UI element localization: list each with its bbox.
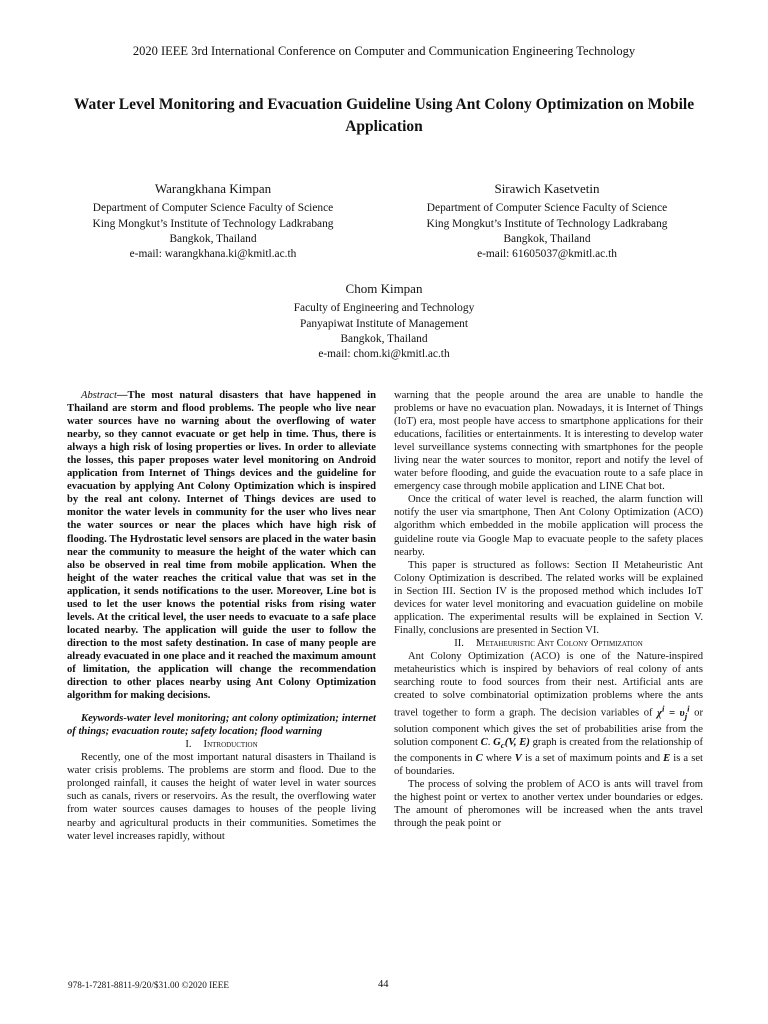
math-subscript: c bbox=[500, 739, 505, 750]
text-run: where bbox=[482, 753, 512, 765]
math-c: C bbox=[480, 736, 488, 748]
section-heading-introduction bbox=[67, 738, 376, 751]
text-run: is a set of maximum points and bbox=[521, 753, 661, 765]
author-location: Bangkok, Thailand bbox=[503, 232, 591, 245]
math-args: (V, E) bbox=[504, 736, 530, 748]
author-email: e-mail: 61605037@kmitl.ac.th bbox=[477, 248, 617, 261]
right-column bbox=[394, 389, 703, 830]
author-location: Bangkok, Thailand bbox=[340, 332, 428, 345]
paragraph-aco bbox=[394, 650, 703, 778]
text-run: or solution component which gives the set of probabilities arise from the solution component bbox=[394, 707, 703, 748]
footer-copyright: 978-1-7281-8811-9/20/$31.00 ©2020 IEEE bbox=[68, 980, 230, 990]
conference-header: 2020 IEEE 3rd International Conference on Computer and Communication Engineering Technology bbox=[132, 44, 636, 58]
author-affiliation: King Mongkut’s Institute of Technology Ladkrabang bbox=[92, 217, 334, 230]
author-block-3 bbox=[230, 281, 538, 362]
paragraph: Once the critical of water level is reached, the alarm function will notify the user via smartphone, Then Ant Colony Optimization (ACO) algorithm which embedded in the mobile application will process the guideline route via Google Map to evacuate people to the safety places nearby. bbox=[394, 494, 703, 558]
paragraph: Recently, one of the most important natural disasters in Thailand is water crisis problems. The problems are storm and flood. Due to the prolonged rainfall, it causes the height of water level in water sources such as canals, rivers or reservoirs. As the result, the overflowing water from water sources causes damages to houses of the people living nearby and agricultural products in their communities. Sometimes the water level increases rapidly, without bbox=[67, 752, 376, 842]
math-c: C bbox=[475, 753, 483, 765]
text-run: graph is created from the relationship of the components in bbox=[394, 736, 703, 765]
paragraph: warning that the people around the area are unable to handle the problems or have no evacuation plan. Nowadays, it is Internet of Things (IoT) era, most people have access to smartphone applications for their educations, facilities or entertainments. It is interesting to develop water level surveillance systems connecting with smartphones for the people living near the water sources to monitor, report and notify the level of water before flooding, and guide the evacuation route to a safe place in emergency case through mobile application and LINE Chat bot. bbox=[394, 390, 703, 493]
author-location: Bangkok, Thailand bbox=[169, 232, 257, 245]
author-affiliation: Department of Computer Science Faculty of Science bbox=[426, 202, 668, 215]
math-v: V bbox=[514, 753, 522, 765]
author-affiliation: Department of Computer Science Faculty of Science bbox=[92, 202, 334, 215]
author-affiliation: Faculty of Engineering and Technology bbox=[293, 302, 475, 315]
section-title: Metaheuristic Ant Colony Optimization bbox=[475, 637, 643, 649]
author-name: Warangkhana Kimpan bbox=[154, 181, 272, 196]
author-block-1 bbox=[58, 181, 368, 262]
paper-title: Water Level Monitoring and Evacuation Guideline Using Ant Colony Optimization on Mobile Application bbox=[73, 96, 695, 135]
abstract-text: The most natural disasters that have happened in Thailand are storm and flood problems. The people who live near water sources have no warning about the overflowing of water nearby, so they cannot evacuate or get help in time. Thus, there is always a high risk of losing properties or lives. In order to alleviate the losses, this paper proposes water level monitoring on Android application from Internet of Things devices and the guideline for evacuation by applying Ant Colony Optimization which is inspired by the real ant colony. Internet of Things devices are used to monitor the water levels in community for the user who lives near the water sources or near the places which have high risk of flooding. The Hydrostatic level sensors are placed in the water basin near the community to measure the height of the water which can also be observed in real time from mobile application. When the height of the water reaches the critical value that was set in the application, it sends notifications to the user. Moreover, Line bot is used to let the user knows the potential risks from rising water levels. At the critical level, the user needs to evacuate to a safe place located nearby. The application will guide the user to follow the direction to the most safety destination. In case of many people are already evacuated in one place and it reached the maximum amount of limitation, the application will change the recommendation direction to other places nearby using Ant Colony Optimization algorithm for making decisions. bbox=[67, 390, 376, 702]
math-symbol: χ bbox=[657, 707, 662, 719]
author-email: e-mail: warangkhana.ki@kmitl.ac.th bbox=[129, 248, 297, 261]
math-superscript: i bbox=[687, 703, 690, 714]
section-number: II. bbox=[454, 637, 464, 649]
abstract-dash: — bbox=[116, 390, 128, 401]
abstract-label: Abstract bbox=[81, 390, 117, 401]
keywords: Keywords-water level monitoring; ant colony optimization; internet of things; evacuation route; safety location; flood warning bbox=[67, 713, 376, 738]
text-run: is a set of boundaries. bbox=[394, 753, 703, 778]
text-run: . bbox=[487, 736, 494, 748]
page-number: 44 bbox=[378, 979, 389, 990]
math-equals: = υ bbox=[664, 707, 685, 719]
section-number: I. bbox=[185, 739, 192, 751]
author-name: Sirawich Kasetvetin bbox=[494, 181, 600, 196]
math-subscript: j bbox=[684, 710, 688, 721]
author-affiliation: Panyapiwat Institute of Management bbox=[300, 317, 468, 330]
author-block-2 bbox=[392, 181, 702, 262]
section-title: Introduction bbox=[203, 739, 258, 751]
math-symbol: G bbox=[493, 736, 501, 748]
paragraph: This paper is structured as follows: Section II Metaheuristic Ant Colony Optimization is described. The related works will be explained in Section III. Section IV is the proposed method which includes IoT devices for water level monitoring and evacuation guideline on mobile application. The experimental results will be explained in Section V. Finally, conclusions are presented in Section VI. bbox=[394, 559, 703, 636]
author-affiliation: King Mongkut’s Institute of Technology Ladkrabang bbox=[426, 217, 668, 230]
left-column bbox=[67, 389, 376, 843]
math-gc bbox=[493, 737, 530, 748]
math-superscript: i bbox=[661, 703, 665, 714]
author-name: Chom Kimpan bbox=[345, 281, 423, 296]
abstract bbox=[67, 389, 376, 702]
text-run: Ant Colony Optimization (ACO) is one of the Nature-inspired metaheuristics which is inspired by behaviors of real colony of ants searching route to food sources from their nest. Artificial ants are created to solve combinatorial optimization problems where the ants travel together to form a graph. The decision variables of bbox=[394, 650, 703, 719]
paragraph: The process of solving the problem of ACO is ants will travel from the highest point or vertex to another vertex under boundaries or edges. The amount of pheromones will be increased when the ants travel through the peak point or bbox=[394, 779, 703, 830]
section-heading-aco bbox=[394, 637, 703, 650]
author-email: e-mail: chom.ki@kmitl.ac.th bbox=[318, 348, 450, 361]
math-chi bbox=[657, 703, 690, 721]
math-e: E bbox=[663, 753, 671, 765]
